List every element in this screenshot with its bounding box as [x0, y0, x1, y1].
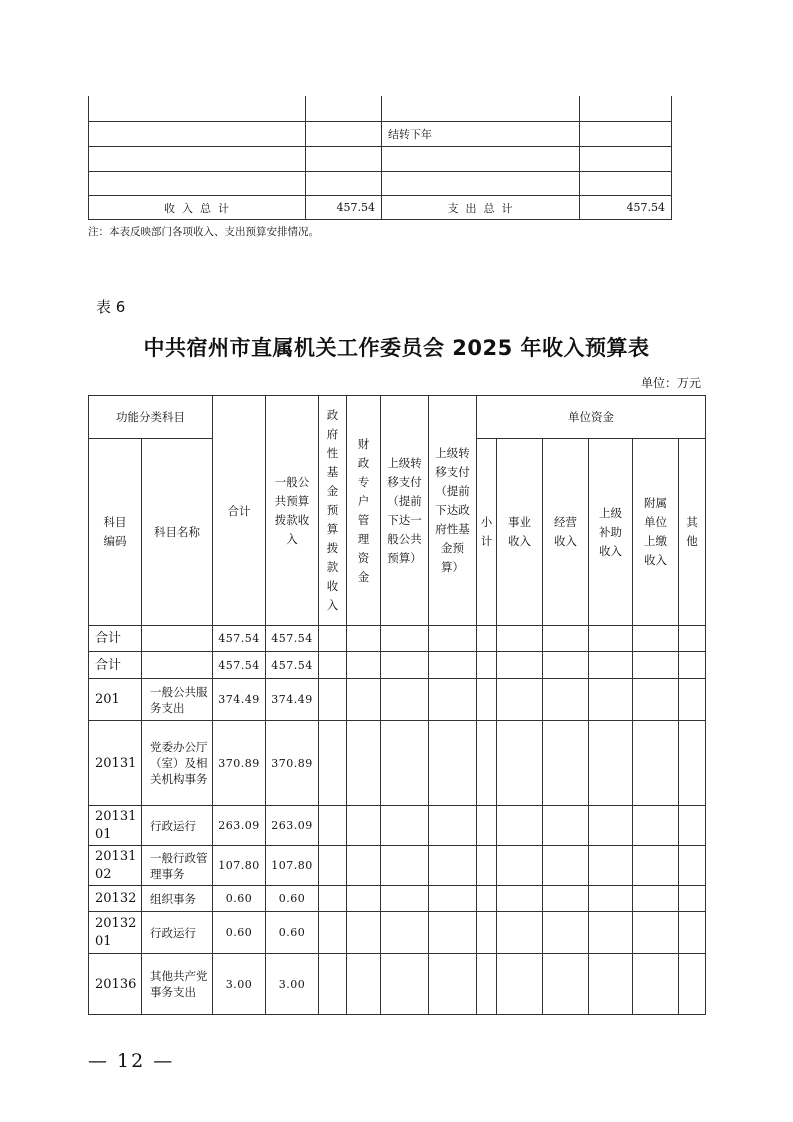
table-row [89, 912, 706, 954]
empty-cell [543, 721, 589, 806]
empty-cell [633, 912, 679, 954]
empty-cell [589, 846, 633, 886]
empty-cell [543, 806, 589, 846]
empty-cell [633, 626, 679, 652]
row-code: 2013201 [89, 912, 142, 954]
empty-cell [497, 954, 543, 1015]
table-number: 表 6 [96, 298, 126, 316]
empty-cell [497, 886, 543, 912]
table-row [89, 626, 706, 652]
empty-cell [679, 626, 706, 652]
empty-cell [477, 679, 497, 721]
row-code: 合计 [89, 652, 142, 679]
empty-cell [347, 912, 381, 954]
empty-cell [477, 954, 497, 1015]
empty-cell [477, 846, 497, 886]
empty-cell [429, 679, 477, 721]
header-operating: 经营收入 [554, 515, 577, 548]
table-row [89, 954, 706, 1015]
empty-cell [679, 954, 706, 1015]
empty-cell [589, 806, 633, 846]
row-total: 107.80 [213, 846, 266, 886]
income-total-value: 457.54 [336, 201, 375, 214]
empty-cell [429, 806, 477, 846]
row-code: 201 [89, 679, 142, 721]
empty-cell [589, 652, 633, 679]
header-func-class: 功能分类科目 [89, 396, 213, 439]
expense-total-value: 457.54 [626, 201, 665, 214]
header-name: 科目名称 [142, 439, 213, 626]
header-fiscal-special: 财政专户管理资金 [357, 436, 370, 584]
empty-cell [477, 806, 497, 846]
empty-cell [633, 954, 679, 1015]
empty-cell [477, 721, 497, 806]
empty-cell [679, 912, 706, 954]
row-total: 263.09 [213, 806, 266, 846]
income-budget-table [88, 395, 706, 1015]
empty-cell [319, 652, 347, 679]
row-code: 20136 [89, 954, 142, 1015]
row-general-budget: 0.60 [266, 912, 319, 954]
empty-cell [429, 626, 477, 652]
row-code: 2013102 [89, 846, 142, 886]
empty-cell [679, 679, 706, 721]
empty-cell [319, 954, 347, 1015]
header-subtotal: 小计 [480, 515, 493, 548]
header-total: 合计 [213, 396, 266, 626]
empty-cell [633, 652, 679, 679]
row-total: 457.54 [213, 626, 266, 652]
empty-cell [381, 954, 429, 1015]
empty-cell [381, 626, 429, 652]
row-code: 20131 [89, 721, 142, 806]
expense-total-label: 支 出 总 计 [447, 201, 513, 215]
empty-cell [319, 679, 347, 721]
empty-cell [497, 912, 543, 954]
carry-forward-label: 结转下年 [388, 128, 432, 141]
row-name: 行政运行 [142, 912, 213, 954]
row-general-budget: 263.09 [266, 806, 319, 846]
empty-cell [347, 806, 381, 846]
empty-cell [679, 721, 706, 806]
empty-cell [477, 886, 497, 912]
empty-cell [589, 679, 633, 721]
row-general-budget: 457.54 [266, 626, 319, 652]
page-title: 中共宿州市直属机关工作委员会 2025 年收入预算表 [143, 336, 650, 360]
empty-cell [429, 886, 477, 912]
row-general-budget: 457.54 [266, 652, 319, 679]
row-name: 一般行政管理事务 [142, 846, 213, 886]
row-total: 0.60 [213, 912, 266, 954]
header-upper-subsidy: 上级补助收入 [599, 505, 622, 558]
table-row [89, 721, 706, 806]
row-name [142, 626, 213, 652]
income-total-label: 收 入 总 计 [164, 201, 229, 215]
header-upper-general: 上级转移支付（提前下达一般公共预算） [387, 455, 422, 565]
empty-cell [497, 806, 543, 846]
row-total: 370.89 [213, 721, 266, 806]
empty-cell [319, 886, 347, 912]
table-note: 注：本表反映部门各项收入、支出预算安排情况。 [88, 226, 319, 238]
row-general-budget: 0.60 [266, 886, 319, 912]
header-affiliated: 附属单位上缴收入 [644, 496, 667, 567]
empty-cell [679, 886, 706, 912]
row-code: 合计 [89, 626, 142, 652]
empty-cell [429, 912, 477, 954]
empty-cell [347, 721, 381, 806]
row-name: 行政运行 [142, 806, 213, 846]
row-total: 374.49 [213, 679, 266, 721]
empty-cell [319, 806, 347, 846]
empty-cell [477, 652, 497, 679]
empty-cell [589, 721, 633, 806]
empty-cell [381, 721, 429, 806]
row-name [142, 652, 213, 679]
empty-cell [543, 954, 589, 1015]
empty-cell [543, 679, 589, 721]
empty-cell [633, 806, 679, 846]
empty-cell [543, 626, 589, 652]
empty-cell [589, 626, 633, 652]
page-number: — 12 — [88, 1050, 175, 1072]
empty-cell [381, 886, 429, 912]
header-gov-fund: 政府性基金预算拨款收入 [326, 408, 339, 612]
empty-cell [319, 721, 347, 806]
empty-cell [589, 912, 633, 954]
table-row [89, 846, 706, 886]
empty-cell [347, 652, 381, 679]
empty-cell [347, 626, 381, 652]
empty-cell [633, 721, 679, 806]
empty-cell [319, 626, 347, 652]
unit-label: 单位：万元 [640, 376, 701, 390]
row-general-budget: 374.49 [266, 679, 319, 721]
empty-cell [381, 912, 429, 954]
table-row [89, 806, 706, 846]
row-general-budget: 107.80 [266, 846, 319, 886]
empty-cell [589, 886, 633, 912]
empty-cell [381, 679, 429, 721]
row-code: 2013101 [89, 806, 142, 846]
empty-cell [497, 846, 543, 886]
empty-cell [347, 846, 381, 886]
row-total: 457.54 [213, 652, 266, 679]
empty-cell [633, 886, 679, 912]
empty-cell [543, 886, 589, 912]
header-other: 其他 [686, 515, 698, 548]
empty-cell [347, 679, 381, 721]
empty-cell [497, 679, 543, 721]
empty-cell [429, 721, 477, 806]
empty-cell [679, 846, 706, 886]
empty-cell [497, 721, 543, 806]
empty-cell [381, 652, 429, 679]
empty-cell [497, 652, 543, 679]
empty-cell [319, 846, 347, 886]
row-name: 党委办公厅（室）及相关机构事务 [142, 721, 213, 806]
row-total: 3.00 [213, 954, 266, 1015]
table-row [89, 679, 706, 721]
empty-cell [633, 846, 679, 886]
row-total: 0.60 [213, 886, 266, 912]
table-row [89, 886, 706, 912]
row-general-budget: 370.89 [266, 721, 319, 806]
empty-cell [679, 652, 706, 679]
row-general-budget: 3.00 [266, 954, 319, 1015]
empty-cell [477, 626, 497, 652]
empty-cell [429, 954, 477, 1015]
row-name: 其他共产党事务支出 [142, 954, 213, 1015]
empty-cell [347, 954, 381, 1015]
header-general-budget: 一般公共预算拨款收入 [274, 474, 310, 546]
empty-cell [477, 912, 497, 954]
header-code: 科目编码 [103, 515, 127, 548]
empty-cell [497, 626, 543, 652]
row-code: 20132 [89, 886, 142, 912]
header-business: 事业收入 [508, 515, 531, 548]
row-name: 一般公共服务支出 [142, 679, 213, 721]
header-unit-funds: 单位资金 [477, 396, 706, 439]
empty-cell [589, 954, 633, 1015]
header-upper-fund: 上级转移支付（提前下达政府性基金预算） [435, 446, 470, 574]
empty-cell [679, 806, 706, 846]
empty-cell [319, 912, 347, 954]
empty-cell [543, 652, 589, 679]
empty-cell [429, 652, 477, 679]
empty-cell [633, 679, 679, 721]
empty-cell [381, 846, 429, 886]
empty-cell [429, 846, 477, 886]
table-row [89, 652, 706, 679]
empty-cell [543, 846, 589, 886]
empty-cell [543, 912, 589, 954]
empty-cell [347, 886, 381, 912]
row-name: 组织事务 [142, 886, 213, 912]
empty-cell [381, 806, 429, 846]
